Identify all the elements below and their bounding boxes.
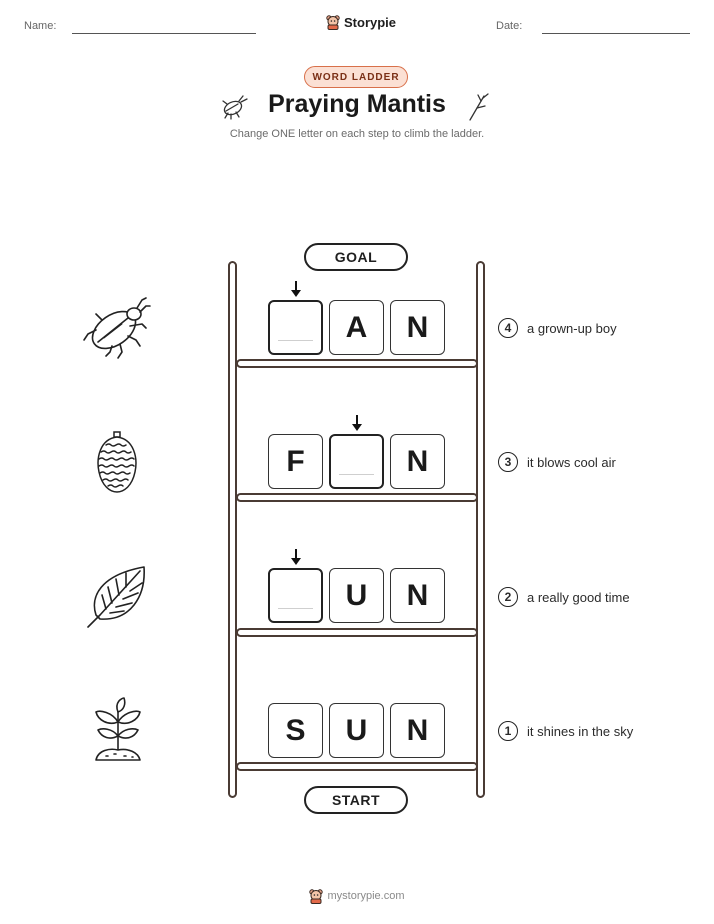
clue-item [498, 318, 617, 338]
ladder-rung [236, 359, 478, 368]
letter-tile: F [268, 434, 323, 489]
ladder-rung [236, 493, 478, 502]
goal-label: GOAL [304, 243, 408, 271]
step-number: 2 [498, 587, 518, 607]
ladder-rung [236, 762, 478, 771]
ladder-rung [236, 628, 478, 637]
instructions: Change ONE letter on each step to climb the ladder. [229, 128, 485, 140]
sprout-icon [92, 696, 144, 764]
letter-tile: A [329, 300, 384, 355]
letter-tile: S [268, 703, 323, 758]
clue-item [498, 587, 630, 607]
clue-text: a grown-up boy [527, 320, 617, 336]
step-number: 3 [498, 452, 518, 472]
letter-tile: N [390, 300, 445, 355]
clue-text: a really good time [527, 589, 630, 605]
letter-tile: U [329, 703, 384, 758]
brand-name: Storypie [344, 14, 397, 30]
twig-icon [466, 92, 490, 122]
date-field[interactable] [542, 33, 690, 34]
footer-url: mystorypie.com [327, 890, 405, 902]
down-arrow-icon [351, 414, 363, 432]
start-label: START [304, 786, 408, 814]
footer [0, 888, 714, 904]
page-title: Praying Mantis [268, 90, 446, 118]
clue-item [498, 452, 616, 472]
letter-tile: N [390, 434, 445, 489]
leaf-icon [86, 563, 150, 629]
ladder-right-rail [476, 261, 485, 798]
worksheet-type-badge: WORD LADDER [304, 66, 408, 88]
brand-logo [326, 14, 396, 30]
down-arrow-icon [290, 280, 302, 298]
letter-blank-input[interactable] [268, 568, 323, 623]
down-arrow-icon [290, 548, 302, 566]
bear-logo-icon [309, 888, 323, 904]
pinecone-icon [94, 430, 140, 494]
step-number: 4 [498, 318, 518, 338]
date-label: Date: [496, 20, 523, 32]
letter-tile: N [390, 568, 445, 623]
bear-logo-icon [326, 14, 340, 30]
letter-blank-input[interactable] [268, 300, 323, 355]
step-number: 1 [498, 721, 518, 741]
name-field[interactable] [72, 33, 256, 34]
name-label: Name: [24, 20, 57, 32]
beetle-icon [82, 294, 154, 362]
letter-blank-input[interactable] [329, 434, 384, 489]
clue-text: it shines in the sky [527, 723, 634, 739]
clue-text: it blows cool air [527, 454, 616, 470]
letter-tile: U [329, 568, 384, 623]
ladder-left-rail [228, 261, 237, 798]
letter-tile: N [390, 703, 445, 758]
clue-item [498, 721, 633, 741]
